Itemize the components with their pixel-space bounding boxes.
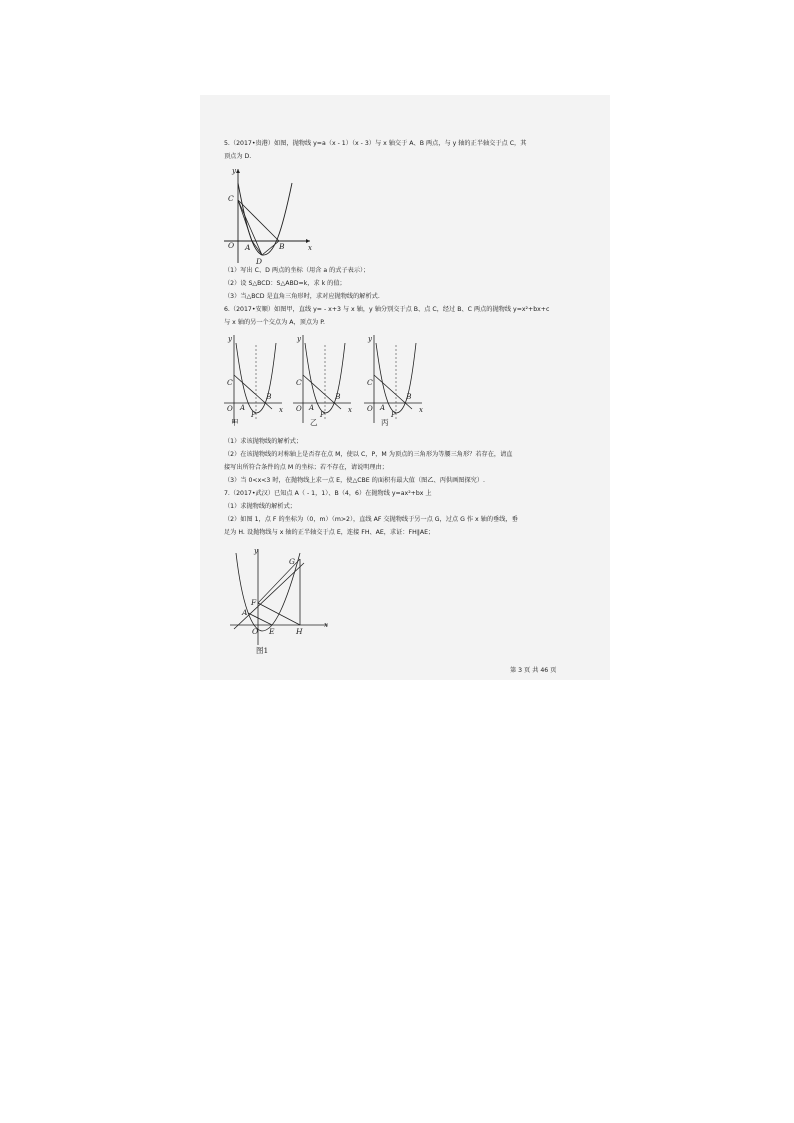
label-B: B xyxy=(406,392,412,401)
label-P: P xyxy=(320,411,325,419)
label-A: A xyxy=(309,404,315,412)
label-C: C xyxy=(228,194,234,203)
q7-figure xyxy=(228,545,333,657)
q6-part2-line1: （2）在该抛物线的对称轴上是否存在点 M，使以 C，P，M 为顶点的三角形为等腰三角形？若存在，请直 xyxy=(224,451,513,458)
figure-caption: 图1 xyxy=(256,646,269,655)
label-A: A xyxy=(245,243,251,252)
figure-caption: 甲 xyxy=(231,418,239,427)
label-O: O xyxy=(227,405,233,413)
label-H: H xyxy=(296,627,303,636)
q7-part2-line1: （2）如图 1，点 F 的坐标为（0，m）（m>2），直线 AF 交抛物线于另一点 G，过点 G 作 x 轴的垂线，垂 xyxy=(224,516,518,523)
label-A: A xyxy=(380,404,386,412)
label-A: A xyxy=(240,404,246,412)
q6-stem-line2: 与 x 轴的另一个交点为 A，顶点为 P. xyxy=(224,319,325,326)
page-number: 第 3 页 共 46 页 xyxy=(510,667,557,674)
label-F: F xyxy=(251,598,257,607)
label-C: C xyxy=(296,378,302,387)
label-B: B xyxy=(279,242,285,251)
q5-part1: （1）写出 C、D 两点的坐标（用含 a 的式子表示）； xyxy=(224,267,370,274)
q6-stem-line1: 6.（2017•安顺）如图甲，直线 y= - x+3 与 x 轴，y 轴分别交于点 B、点 C，经过 B、C 两点的抛物线 y=x²+bx+c xyxy=(224,306,550,313)
label-D: D xyxy=(256,257,263,266)
q6-figure-yi xyxy=(293,333,358,428)
q5-stem-line1: 5.（2017•贵港）如图，抛物线 y=a（x - 1）（x - 3）与 x 轴交于 A、B 两点，与 y 轴的正半轴交于点 C，其 xyxy=(224,140,527,147)
label-y: y xyxy=(297,335,301,343)
q7-part2-line2: 足为 H. 设抛物线与 x 轴的正半轴交于点 E，连接 FH、AE，求证：FH∥AE； xyxy=(224,529,435,536)
label-y: y xyxy=(228,335,232,343)
label-C: C xyxy=(227,378,233,387)
figure-caption: 丙 xyxy=(381,418,389,427)
label-x: x xyxy=(308,244,312,252)
label-E: E xyxy=(269,627,275,636)
label-y: y xyxy=(232,167,236,175)
label-P: P xyxy=(391,411,396,419)
q7-stem: 7.（2017•武汉）已知点 A（ - 1，1）、B（4，6）在抛物线 y=ax²+bx 上 xyxy=(224,490,432,497)
q5-stem-line2: 顶点为 D. xyxy=(224,153,252,160)
label-x: x xyxy=(348,406,352,414)
label-P: P xyxy=(251,411,256,419)
q7-part1: （1）求抛物线的解析式； xyxy=(224,503,296,510)
label-y: y xyxy=(254,547,258,555)
q5-part2: （2）设 S△BCD：S△ABD=k，求 k 的值； xyxy=(224,280,346,287)
label-O: O xyxy=(252,627,259,636)
q6-part3: （3）当 0<x<3 时，在抛物线上求一点 E，使△CBE 的面积有最大值（图乙、丙供画图探究）. xyxy=(224,477,486,484)
label-B: B xyxy=(335,392,341,401)
label-O: O xyxy=(367,405,373,413)
label-x: x xyxy=(279,406,283,414)
label-G: G xyxy=(289,557,295,566)
q5-part3: （3）当△BCD 是直角三角形时，求对应抛物线的解析式. xyxy=(224,293,380,300)
label-A: A xyxy=(242,608,248,617)
label-O: O xyxy=(228,241,235,250)
q6-part2-line2: 接写出所符合条件的点 M 的坐标；若不存在，请说明理由； xyxy=(224,464,388,471)
label-B: B xyxy=(266,392,272,401)
label-x: x xyxy=(419,406,423,414)
label-O: O xyxy=(296,405,302,413)
figure-caption: 乙 xyxy=(310,418,318,427)
label-y: y xyxy=(368,335,372,343)
q6-figure-jia xyxy=(224,333,289,428)
q6-figure-bing xyxy=(364,333,429,428)
label-x: x xyxy=(324,621,328,629)
label-C: C xyxy=(367,378,373,387)
q5-figure xyxy=(222,165,317,265)
q6-part1: （1）求该抛物线的解析式； xyxy=(224,438,303,445)
